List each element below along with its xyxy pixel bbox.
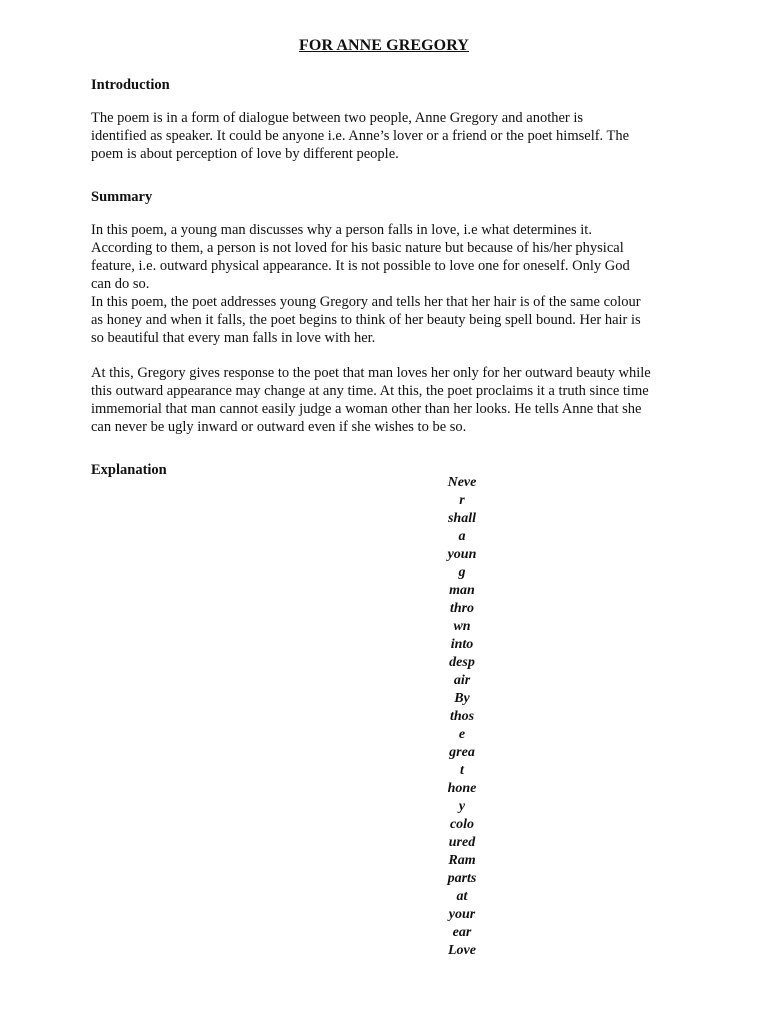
poem-fragment: ear [452,925,472,940]
paragraph-line: can do so. [91,276,150,292]
poem-fragment: air [453,673,471,688]
paragraph-line: this outward appearance may change at any time. At this, the poet proclaims it a truth since time [91,383,649,399]
paragraph-line: In this poem, the poet addresses young Gregory and tells her that her hair is of the same colour [91,294,641,310]
paragraph-line: identified as speaker. It could be anyone i.e. Anne’s lover or a friend or the poet himself. The [91,128,630,144]
poem-fragment: at [456,889,468,904]
poem-fragment: g [458,565,466,580]
poem-fragment: grea [449,745,475,760]
poem-fragment: a [458,529,466,544]
paragraph-line: poem is about perception of love by different people. [91,146,399,162]
paragraph-line: immemorial that man cannot easily judge a woman other than her looks. He tells Anne that she [91,401,642,417]
introduction-heading: Introduction [91,77,170,93]
poem-fragment: hone [447,781,477,796]
paragraph-line: According to them, a person is not loved for his basic nature but because of his/her physical [91,240,624,256]
poem-fragment: ured [448,835,476,850]
poem-fragment: into [450,637,474,652]
paragraph-line: as honey and when it falls, the poet begins to think of her beauty being spell bound. Her hair is [91,312,641,328]
summary-paragraph-1 [91,221,691,347]
poem-fragment: By [454,691,470,706]
document-title: FOR ANNE GREGORY [299,37,469,54]
poem-fragment: r [459,493,465,508]
paragraph-line: In this poem, a young man discusses why a person falls in love, i.e what determines it. [91,222,592,238]
poem-fragment: colo [449,817,475,832]
paragraph-line: feature, i.e. outward physical appearance. It is not possible to love one for oneself. Only God [91,258,630,274]
paragraph-line: can never be ugly inward or outward even if she wishes to be so. [91,419,467,435]
paragraph-line: The poem is in a form of dialogue between two people, Anne Gregory and another is [91,110,584,126]
introduction-paragraph [91,109,691,163]
poem-fragment: shall [447,511,476,526]
poem-fragment: wn [453,619,471,634]
poem-fragment: Ram [448,853,476,868]
poem-column [430,474,494,960]
paragraph-line: so beautiful that every man falls in love with her. [91,330,376,346]
poem-fragment: thos [449,709,475,724]
poem-fragment: t [460,763,464,778]
poem-fragment: desp [449,655,475,670]
poem-fragment: Neve [447,475,477,490]
poem-fragment: your [448,907,476,922]
poem-fragment: man [449,583,475,598]
poem-fragment: youn [447,547,477,562]
summary-paragraph-2 [91,364,691,436]
poem-fragment: e [458,727,466,742]
poem-fragment: thro [449,601,475,616]
explanation-heading: Explanation [91,462,167,478]
poem-fragment: parts [447,871,477,886]
summary-heading: Summary [91,189,153,205]
poem-fragment: y [458,799,466,814]
poem-fragment: Love [448,943,476,958]
paragraph-line: At this, Gregory gives response to the poet that man loves her only for her outward beauty while [91,365,651,381]
